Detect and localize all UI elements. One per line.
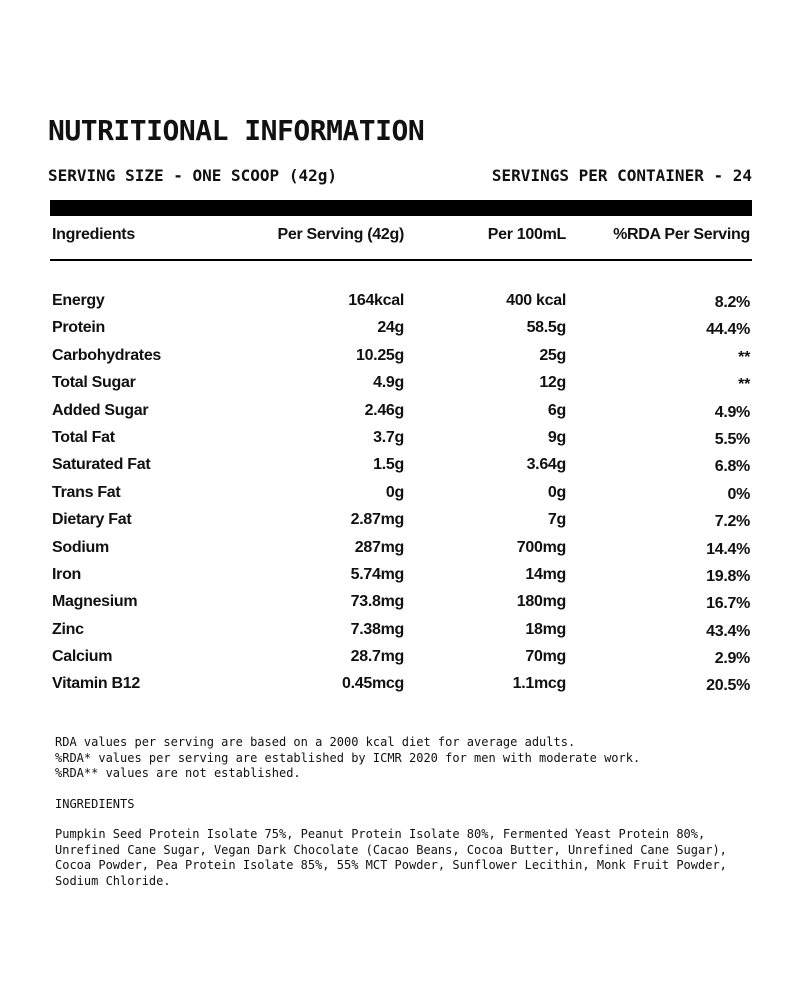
table-row xyxy=(50,372,752,399)
nutrient-name: Iron xyxy=(52,565,82,583)
table-row xyxy=(50,591,752,618)
nutrient-name: Zinc xyxy=(52,620,84,638)
rda-value: 43.4% xyxy=(706,622,750,640)
per-100ml-value: 9g xyxy=(547,428,566,446)
per-100ml-value: 12g xyxy=(539,374,566,392)
nutrient-name: Sodium xyxy=(52,538,109,556)
header-per-serving: Per Serving (42g) xyxy=(277,226,404,243)
table-row xyxy=(50,646,752,673)
per-serving-value: 10.25g xyxy=(355,346,404,364)
nutrition-table xyxy=(50,290,752,701)
table-row xyxy=(50,673,752,700)
nutrient-name: Vitamin B12 xyxy=(52,675,140,693)
note-line: RDA values per serving are based on a 2000 kcal diet for average adults. xyxy=(55,735,576,749)
per-100ml-value: 1.1mcg xyxy=(512,675,566,693)
nutrient-name: Calcium xyxy=(52,648,113,666)
table-row xyxy=(50,427,752,454)
rda-value: 4.9% xyxy=(714,403,750,421)
serving-size: SERVING SIZE - ONE SCOOP (42g) xyxy=(48,166,337,185)
per-serving-value: 0.45mcg xyxy=(342,675,404,693)
note-line: %RDA** values are not established. xyxy=(55,766,301,780)
per-serving-value: 24g xyxy=(377,319,404,337)
rda-value: 7.2% xyxy=(714,513,750,531)
per-100ml-value: 7g xyxy=(547,511,566,529)
ingredients-line: Cocoa Powder, Pea Protein Isolate 85%, 55% MCT Powder, Sunflower Lecithin, Monk Fruit Powder, xyxy=(55,858,727,872)
per-100ml-value: 14mg xyxy=(525,565,566,583)
per-serving-value: 1.5g xyxy=(373,456,404,474)
table-row xyxy=(50,317,752,344)
per-serving-value: 2.87mg xyxy=(350,511,404,529)
per-serving-value: 28.7mg xyxy=(350,648,404,666)
nutrient-name: Total Fat xyxy=(52,428,115,446)
table-row xyxy=(50,290,752,317)
header-ingredients: Ingredients xyxy=(52,226,135,243)
nutrient-name: Total Sugar xyxy=(52,374,136,392)
per-100ml-value: 58.5g xyxy=(526,319,566,337)
rda-value: 14.4% xyxy=(706,540,750,558)
page-title: NUTRITIONAL INFORMATION xyxy=(48,114,425,147)
nutrient-name: Added Sugar xyxy=(52,401,149,419)
table-row xyxy=(50,454,752,481)
per-100ml-value: 25g xyxy=(539,346,566,364)
rda-value: 6.8% xyxy=(714,458,750,476)
per-serving-value: 73.8mg xyxy=(350,593,404,611)
rda-value: 16.7% xyxy=(706,595,750,613)
per-serving-value: 5.74mg xyxy=(350,565,404,583)
per-100ml-value: 70mg xyxy=(525,648,566,666)
rda-value: 2.9% xyxy=(714,650,750,668)
per-serving-value: 7.38mg xyxy=(350,620,404,638)
ingredients-line: Unrefined Cane Sugar, Vegan Dark Chocolate (Cacao Beans, Cocoa Butter, Unrefined Cane Sugar), xyxy=(55,842,727,857)
nutrient-name: Saturated Fat xyxy=(52,456,151,474)
servings-per-container: SERVINGS PER CONTAINER - 24 xyxy=(491,166,752,185)
ingredients-line: Pumpkin Seed Protein Isolate 75%, Peanut Protein Isolate 80%, Fermented Yeast Protein 80%, xyxy=(55,827,706,841)
per-serving-value: 0g xyxy=(385,483,404,501)
table-row xyxy=(50,619,752,646)
per-100ml-value: 180mg xyxy=(516,593,566,611)
rda-value: ** xyxy=(738,348,750,366)
rda-value: 19.8% xyxy=(706,567,750,585)
header-divider xyxy=(50,259,752,261)
rda-value: 0% xyxy=(727,485,750,503)
rda-value: 44.4% xyxy=(706,321,750,339)
ingredients-line: Sodium Chloride. xyxy=(55,873,171,888)
per-100ml-value: 3.64g xyxy=(526,456,566,474)
table-row xyxy=(50,482,752,509)
table-row xyxy=(50,537,752,564)
per-serving-value: 3.7g xyxy=(373,428,404,446)
rda-value: ** xyxy=(738,376,750,394)
per-serving-value: 4.9g xyxy=(373,374,404,392)
nutrient-name: Trans Fat xyxy=(52,483,121,501)
per-100ml-value: 400 kcal xyxy=(506,292,566,309)
table-row xyxy=(50,345,752,372)
ingredients-text xyxy=(55,827,755,889)
header-bar xyxy=(50,200,752,216)
table-row xyxy=(50,509,752,536)
header-per-100ml: Per 100mL xyxy=(487,226,566,243)
per-100ml-value: 0g xyxy=(547,483,566,501)
nutrient-name: Energy xyxy=(52,292,105,309)
nutrient-name: Magnesium xyxy=(52,593,138,611)
rda-value: 5.5% xyxy=(714,430,750,448)
per-serving-value: 164kcal xyxy=(348,292,404,309)
rda-value: 8.2% xyxy=(714,294,750,311)
nutrient-name: Protein xyxy=(52,319,106,337)
rda-notes xyxy=(55,735,755,782)
table-header xyxy=(50,226,752,250)
nutrient-name: Carbohydrates xyxy=(52,346,162,364)
per-serving-value: 2.46g xyxy=(364,401,404,419)
per-100ml-value: 18mg xyxy=(525,620,566,638)
nutrient-name: Dietary Fat xyxy=(52,511,132,529)
header-rda: %RDA Per Serving xyxy=(613,226,750,243)
ingredients-heading: INGREDIENTS xyxy=(55,797,135,811)
per-100ml-value: 6g xyxy=(547,401,566,419)
table-row xyxy=(50,400,752,427)
per-serving-value: 287mg xyxy=(354,538,404,556)
table-row xyxy=(50,564,752,591)
note-line: %RDA* values per serving are established by ICMR 2020 for men with moderate work. xyxy=(55,750,641,765)
rda-value: 20.5% xyxy=(706,677,750,695)
per-100ml-value: 700mg xyxy=(516,538,566,556)
